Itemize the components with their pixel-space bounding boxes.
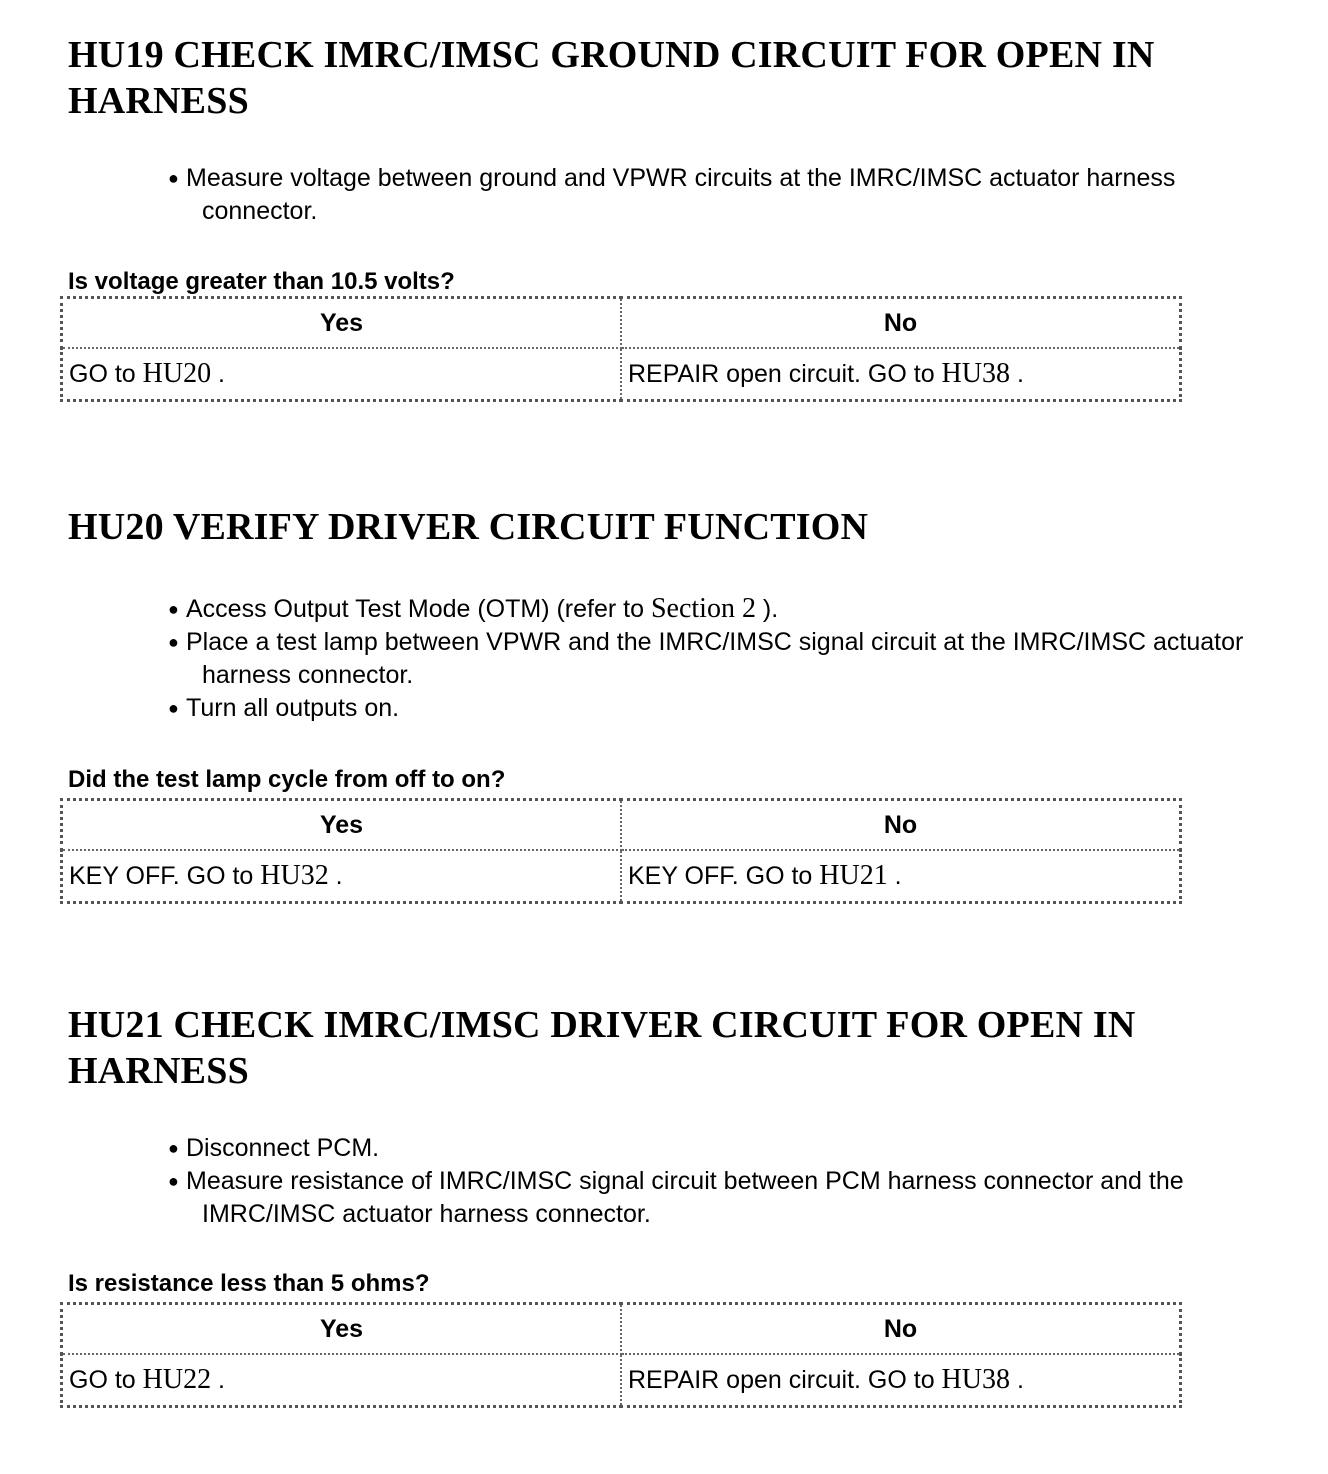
decision-table <box>60 1302 1182 1408</box>
bullet-icon: ● <box>168 1138 179 1158</box>
step-link[interactable]: HU20 <box>142 358 212 389</box>
yes-action: KEY OFF. GO to HU32 . <box>62 850 622 903</box>
yes-header: Yes <box>62 800 622 851</box>
table-header-row <box>62 1304 1181 1355</box>
step-title <box>68 32 1268 124</box>
table-header-row <box>62 800 1181 851</box>
step-link[interactable]: HU38 <box>941 358 1010 389</box>
bullet-icon: ● <box>168 1171 179 1191</box>
step-link[interactable]: HU32 <box>260 860 329 891</box>
instruction-item: ● Place a test lamp between VPWR and the IMRC/IMSC signal circuit at the IMRC/IMSC actuator harness connector. <box>168 628 1244 689</box>
bullet-icon: ● <box>168 599 179 619</box>
step-title-line: HU20 VERIFY DRIVER CIRCUIT FUNCTION <box>68 506 869 548</box>
instruction-item: ● Measure resistance of IMRC/IMSC signal circuit between PCM harness connector and the IMRC/IMSC actuator harness connector. <box>168 1167 1184 1228</box>
decision-question: Is voltage greater than 10.5 volts? <box>68 268 455 295</box>
step-link[interactable]: HU22 <box>142 1364 212 1395</box>
instruction-item: ● Disconnect PCM. <box>150 1132 1280 1165</box>
decision-question: Did the test lamp cycle from off to on? <box>68 766 506 793</box>
instruction-item: ● Access Output Test Mode (OTM) (refer to Section 2 ). <box>168 593 779 624</box>
table-row <box>62 348 1181 401</box>
step-title-line: HARNESS <box>68 80 249 122</box>
no-action: REPAIR open circuit. GO to HU38 . <box>621 348 1181 401</box>
decision-question: Is resistance less than 5 ohms? <box>68 1270 430 1297</box>
section-link[interactable]: Section 2 <box>650 593 756 624</box>
step-instructions <box>150 1132 1280 1231</box>
step-link[interactable]: HU38 <box>941 1364 1010 1395</box>
step-instructions <box>150 592 1280 725</box>
instruction-item: ● Turn all outputs on. <box>150 692 1280 725</box>
no-header: No <box>621 1304 1181 1355</box>
no-header: No <box>621 298 1181 349</box>
yes-header: Yes <box>62 1304 622 1355</box>
step-title-line: HU21 CHECK IMRC/IMSC DRIVER CIRCUIT FOR OPEN IN <box>68 1004 1136 1046</box>
step-title-line: HARNESS <box>68 1050 249 1092</box>
table-header-row <box>62 298 1181 349</box>
step-title <box>68 1002 1268 1094</box>
step-instructions <box>150 162 1280 228</box>
yes-action: GO to HU22 . <box>62 1354 622 1407</box>
no-action: REPAIR open circuit. GO to HU38 . <box>621 1354 1181 1407</box>
instruction-item: ● Measure voltage between ground and VPWR circuits at the IMRC/IMSC actuator harness connector. <box>168 164 1176 225</box>
no-action: KEY OFF. GO to HU21 . <box>621 850 1181 903</box>
step-title-line: HU19 CHECK IMRC/IMSC GROUND CIRCUIT FOR OPEN IN <box>68 34 1155 76</box>
decision-table <box>60 296 1182 402</box>
bullet-icon: ● <box>168 698 179 718</box>
table-row <box>62 850 1181 903</box>
step-link[interactable]: HU21 <box>819 860 888 891</box>
no-header: No <box>621 800 1181 851</box>
decision-table <box>60 798 1182 904</box>
table-row <box>62 1354 1181 1407</box>
bullet-icon: ● <box>168 168 179 188</box>
yes-action: GO to HU20 . <box>62 348 622 401</box>
step-title <box>68 504 1268 550</box>
bullet-icon: ● <box>168 632 179 652</box>
yes-header: Yes <box>62 298 622 349</box>
